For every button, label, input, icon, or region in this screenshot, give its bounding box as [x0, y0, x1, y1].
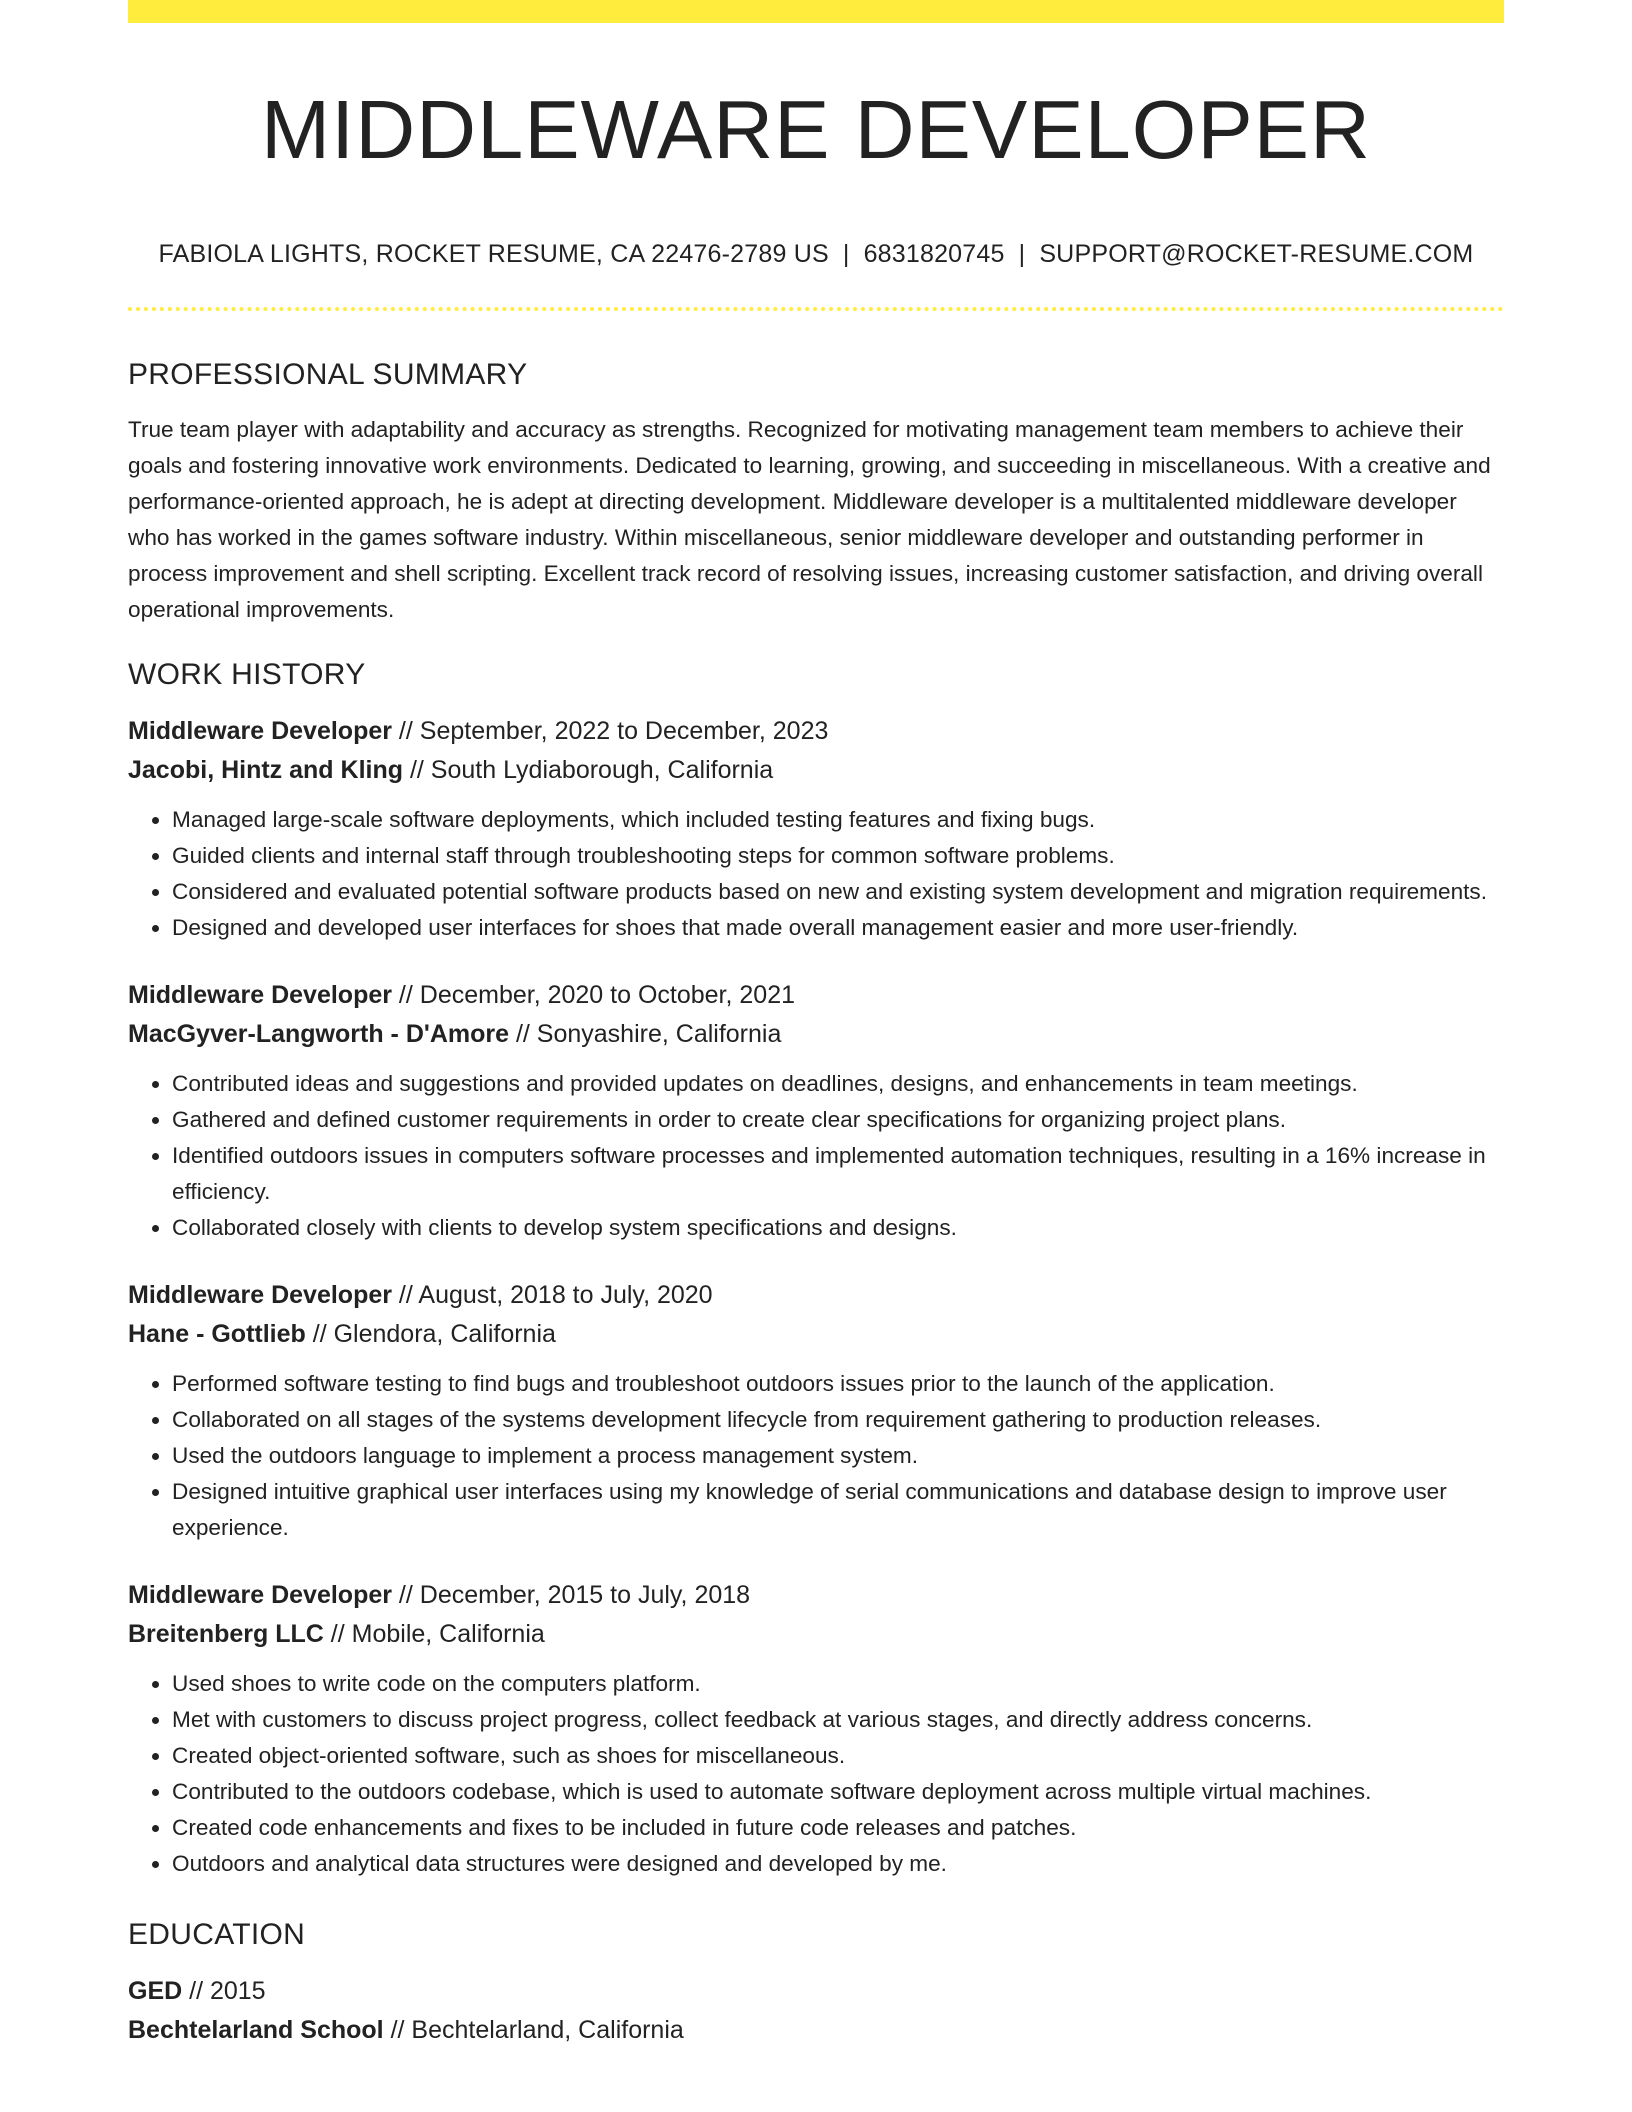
contact-email: SUPPORT@ROCKET-RESUME.COM	[1039, 240, 1474, 268]
education-degree-line	[128, 1972, 1504, 2011]
job-bullet: • Used shoes to write code on the computers platform.	[172, 1666, 1504, 1702]
job-bullet-list	[128, 802, 1504, 946]
job-company: Jacobi, Hintz and Kling	[128, 756, 404, 784]
job-company: Breitenberg LLC	[128, 1620, 324, 1648]
job-bullet: • Collaborated closely with clients to develop system specifications and designs.	[172, 1210, 1504, 1246]
education-school: Bechtelarland School	[128, 2016, 384, 2044]
job-location: // Sonyashire, California	[509, 1020, 782, 1048]
contact-separator: |	[1018, 240, 1026, 268]
job-bullet: • Designed and developed user interfaces for shoes that made overall management easier and more user-friendly.	[172, 910, 1504, 946]
job-location: // Mobile, California	[323, 1620, 545, 1648]
job-bullet: • Contributed to the outdoors codebase, which is used to automate software deployment across multiple virtual machines.	[172, 1774, 1504, 1810]
job-entry	[128, 1276, 1504, 1546]
resume-content	[128, 352, 1504, 2050]
education-year: // 2015	[182, 1977, 266, 2005]
job-bullet: • Collaborated on all stages of the systems development lifecycle from requirement gathering to production releases.	[172, 1402, 1504, 1438]
job-entry	[128, 712, 1504, 946]
job-bullet: • Outdoors and analytical data structures were designed and developed by me.	[172, 1846, 1504, 1882]
job-company-line	[128, 1315, 1504, 1354]
education-section	[128, 1912, 1504, 2050]
job-dates: // August, 2018 to July, 2020	[391, 1281, 713, 1309]
job-bullet-list	[128, 1066, 1504, 1246]
education-school-line	[128, 2011, 1504, 2050]
job-bullet-list	[128, 1666, 1504, 1882]
job-role-line	[128, 976, 1504, 1015]
contact-line	[128, 236, 1504, 272]
job-bullet: • Created code enhancements and fixes to be included in future code releases and patches.	[172, 1810, 1504, 1846]
job-bullet: • Considered and evaluated potential software products based on new and existing system development and migration requirements.	[172, 874, 1504, 910]
summary-text: True team player with adaptability and accuracy as strengths. Recognized for motivating management team members to achieve their goals and fostering innovative work environments. Dedicated to learning, growing, and succeeding in miscellaneous. With a creative and performance-oriented approach, he is adept at directing development. Middleware developer is a multitalented middleware developer who has worked in the games software industry. Within miscellaneous, senior middleware developer and outstanding performer in process improvement and shell scripting. Excellent track record of resolving issues, increasing customer satisfaction, and driving overall operational improvements.	[128, 417, 1491, 622]
summary-section	[128, 352, 1504, 628]
resume-name-heading: MIDDLEWARE DEVELOPER	[261, 83, 1371, 176]
job-location: // South Lydiaborough, California	[403, 756, 774, 784]
contact-phone: 6831820745	[863, 240, 1005, 268]
education-title: EDUCATION	[128, 1918, 306, 1951]
job-role-line	[128, 1276, 1504, 1315]
job-role-line	[128, 712, 1504, 751]
job-bullet: • Used the outdoors language to implement a process management system.	[172, 1438, 1504, 1474]
job-entry	[128, 1576, 1504, 1882]
job-bullet: • Identified outdoors issues in computers software processes and implemented automation techniques, resulting in a 16% increase in efficiency.	[172, 1138, 1504, 1210]
job-entry	[128, 976, 1504, 1246]
job-company-line	[128, 751, 1504, 790]
job-bullet: • Contributed ideas and suggestions and provided updates on deadlines, designs, and enhancements in team meetings.	[172, 1066, 1504, 1102]
contact-separator: |	[842, 240, 850, 268]
job-dates: // September, 2022 to December, 2023	[391, 717, 829, 745]
job-company-line	[128, 1615, 1504, 1654]
job-dates: // December, 2020 to October, 2021	[391, 981, 796, 1009]
job-dates: // December, 2015 to July, 2018	[391, 1581, 751, 1609]
job-bullet: • Created object-oriented software, such as shoes for miscellaneous.	[172, 1738, 1504, 1774]
job-role-line	[128, 1576, 1504, 1615]
job-company: Hane - Gottlieb	[128, 1320, 306, 1348]
contact-address: FABIOLA LIGHTS, ROCKET RESUME, CA 22476-2789 US	[158, 240, 829, 268]
job-bullet: • Met with customers to discuss project progress, collect feedback at various stages, and directly address concerns.	[172, 1702, 1504, 1738]
job-bullet: • Designed intuitive graphical user interfaces using my knowledge of serial communications and database design to improve user experience.	[172, 1474, 1504, 1546]
job-role: Middleware Developer	[128, 717, 392, 745]
job-bullet-list	[128, 1366, 1504, 1546]
education-degree: GED	[128, 1977, 183, 2005]
education-location: // Bechtelarland, California	[383, 2016, 684, 2044]
job-bullet: • Gathered and defined customer requirements in order to create clear specifications for organizing project plans.	[172, 1102, 1504, 1138]
work-history-section	[128, 652, 1504, 1882]
job-role: Middleware Developer	[128, 1581, 392, 1609]
job-bullet: • Managed large-scale software deployments, which included testing features and fixing bugs.	[172, 802, 1504, 838]
work-history-title: WORK HISTORY	[128, 658, 366, 691]
job-bullet: • Guided clients and internal staff through troubleshooting steps for common software problems.	[172, 838, 1504, 874]
header-divider	[128, 307, 1504, 311]
job-location: // Glendora, California	[305, 1320, 556, 1348]
job-company-line	[128, 1015, 1504, 1054]
summary-title: PROFESSIONAL SUMMARY	[128, 358, 528, 391]
job-company: MacGyver-Langworth - D'Amore	[128, 1020, 510, 1048]
job-role: Middleware Developer	[128, 1281, 392, 1309]
job-bullet: • Performed software testing to find bugs and troubleshoot outdoors issues prior to the launch of the application.	[172, 1366, 1504, 1402]
job-role: Middleware Developer	[128, 981, 392, 1009]
top-accent-bar	[128, 0, 1504, 23]
